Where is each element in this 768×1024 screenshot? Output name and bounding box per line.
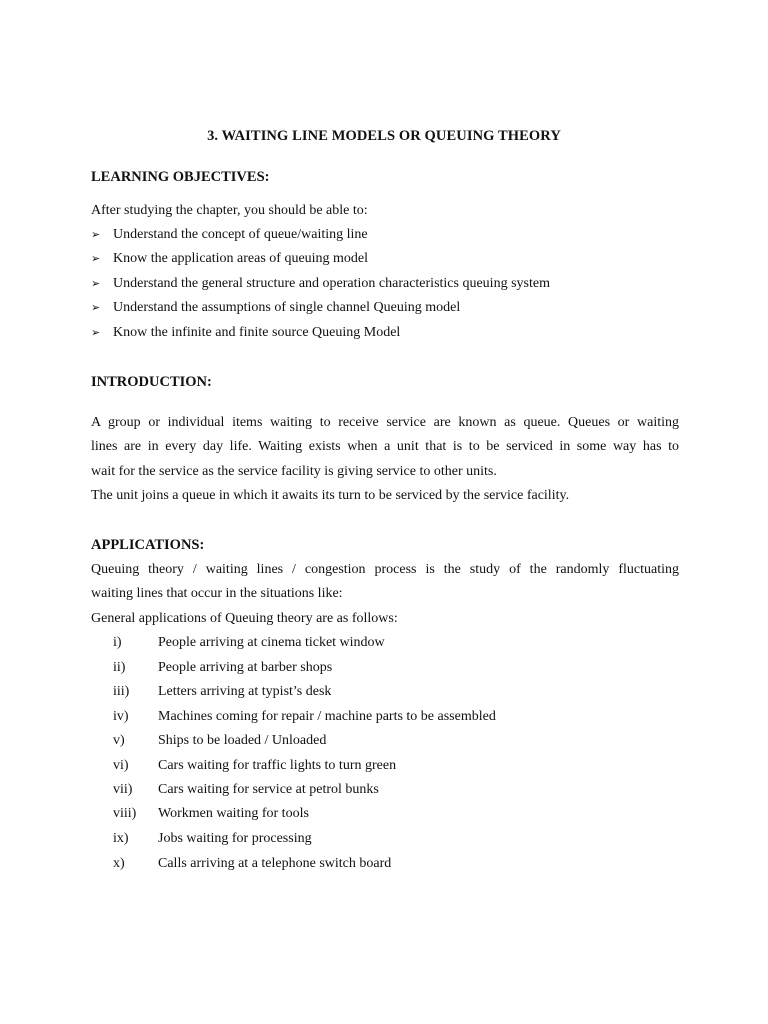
application-number: v) — [113, 733, 125, 748]
arrowhead-bullet-icon: ➢ — [91, 252, 101, 265]
objective-text: Understand the general structure and operation characteristics queuing system — [113, 276, 550, 291]
chapter-title: 3. WAITING LINE MODELS OR QUEUING THEORY — [207, 128, 561, 144]
application-text: Letters arriving at typist’s desk — [158, 684, 332, 699]
application-number: viii) — [113, 806, 137, 821]
introduction-line: The unit joins a queue in which it awaits its turn to be serviced by the service facility. — [91, 488, 570, 503]
arrowhead-bullet-icon: ➢ — [91, 301, 101, 314]
introduction-heading: INTRODUCTION: — [91, 374, 212, 390]
application-number: ix) — [113, 831, 129, 846]
introduction-line: A group or individual items waiting to receive service are known as queue. Queues or waiting — [91, 415, 679, 430]
arrowhead-bullet-icon: ➢ — [91, 228, 101, 241]
application-text: People arriving at cinema ticket window — [158, 635, 385, 650]
application-text: People arriving at barber shops — [158, 660, 333, 675]
objective-text: Know the infinite and finite source Queuing Model — [113, 325, 401, 340]
objective-item — [91, 276, 550, 292]
learning-objectives-heading: LEARNING OBJECTIVES: — [91, 169, 270, 185]
application-text: Calls arriving at a telephone switch board — [158, 856, 392, 871]
objective-text: Know the application areas of queuing model — [113, 251, 369, 266]
application-text: Ships to be loaded / Unloaded — [158, 733, 327, 748]
introduction-line: lines are in every day life. Waiting exists when a unit that is to be serviced in some way has to — [91, 439, 679, 454]
application-number: vii) — [113, 782, 133, 797]
objective-item — [91, 251, 368, 267]
application-number: x) — [113, 856, 125, 871]
application-text: Cars waiting for traffic lights to turn green — [158, 758, 397, 773]
application-text: Jobs waiting for processing — [158, 831, 312, 846]
applications-line: General applications of Queuing theory are as follows: — [91, 611, 398, 626]
applications-heading: APPLICATIONS: — [91, 537, 205, 553]
objective-item — [91, 325, 400, 341]
learning-objectives-intro: After studying the chapter, you should be able to: — [91, 203, 368, 218]
application-text: Cars waiting for service at petrol bunks — [158, 782, 379, 797]
application-number: ii) — [113, 660, 126, 675]
objective-item — [91, 227, 368, 243]
applications-line: waiting lines that occur in the situations like: — [91, 586, 343, 601]
objective-item — [91, 300, 460, 316]
objective-text: Understand the concept of queue/waiting line — [113, 227, 368, 242]
applications-line: Queuing theory / waiting lines / congestion process is the study of the randomly fluctuating — [91, 562, 679, 577]
objective-text: Understand the assumptions of single channel Queuing model — [113, 300, 461, 315]
application-number: iv) — [113, 709, 129, 724]
arrowhead-bullet-icon: ➢ — [91, 326, 101, 339]
application-number: vi) — [113, 758, 129, 773]
arrowhead-bullet-icon: ➢ — [91, 277, 101, 290]
application-number: i) — [113, 635, 122, 650]
application-text: Machines coming for repair / machine parts to be assembled — [158, 709, 496, 724]
application-number: iii) — [113, 684, 130, 699]
application-text: Workmen waiting for tools — [158, 806, 309, 821]
introduction-line: wait for the service as the service facility is giving service to other units. — [91, 464, 497, 479]
